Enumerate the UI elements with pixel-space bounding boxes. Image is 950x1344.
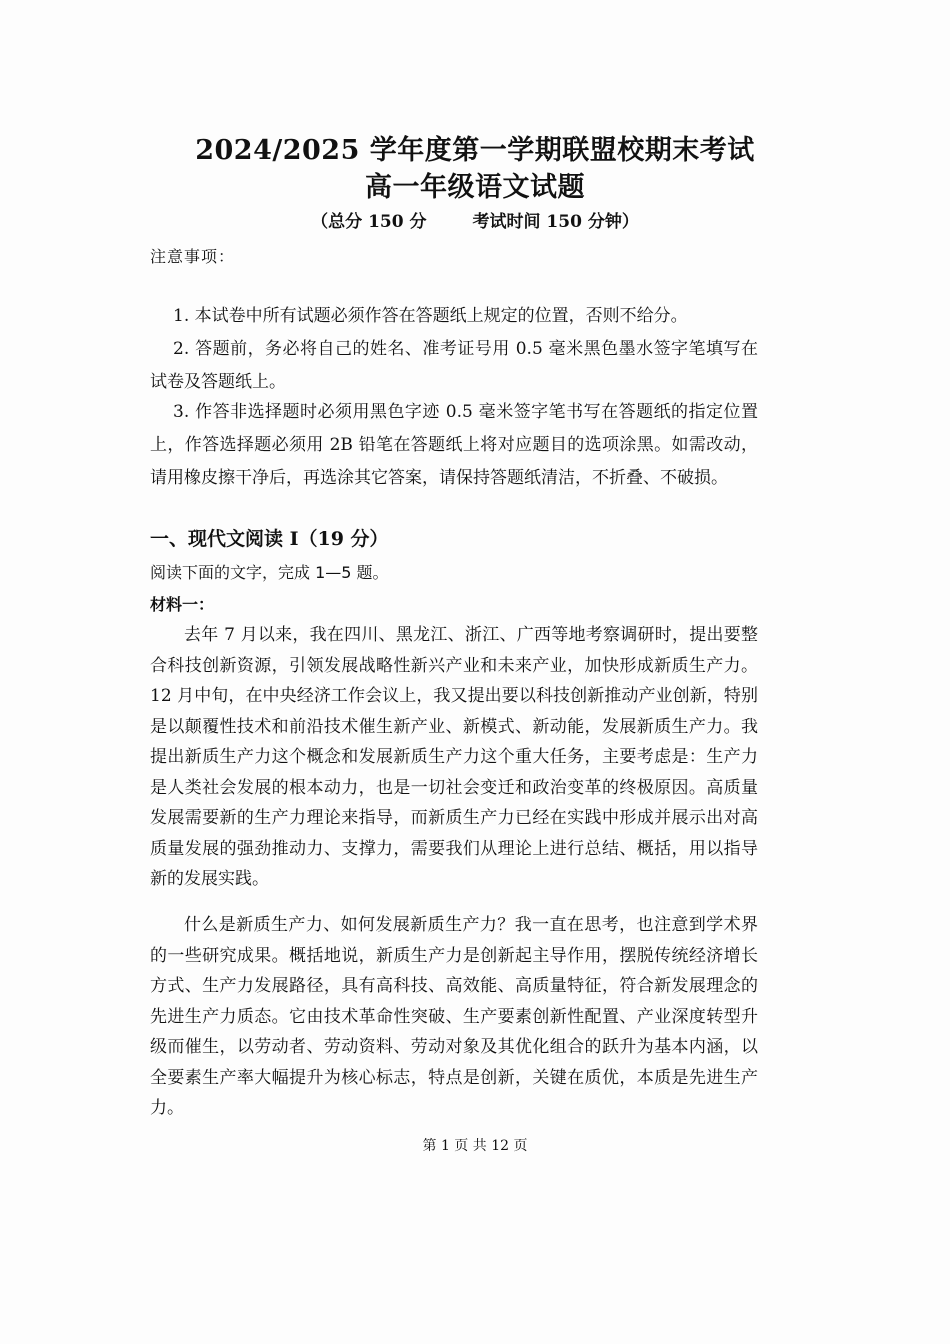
exam-subtitle: 高一年级语文试题 — [365, 172, 585, 203]
reading-instruction: 阅读下面的文字，完成 1—5 题。 — [150, 563, 389, 582]
total-score: （总分 150 分 — [311, 212, 427, 232]
material-paragraph-1: 去年 7 月以来，我在四川、黑龙江、浙江、广西等地考察调研时，提出要整合科技创新资源，引领发展战略性新兴产业和未来产业，加快形成新质生产力。12 月中旬，在中央经济工作会议上，我又提出要以科技创新推动产业创新，特别是以颠覆性技术和前沿技术催生新产业、新模式、新动能，发展新质生产力。我提出新质生产力这个概念和发展新质生产力这个重大任务，主要考虑是：生产力是人类社会发展的根本动力，也是一切社会变迁和政治变革的终极原因。高质量发展需要新的生产力理论来指导，而新质生产力已经在实践中形成并展示出对高质量发展的强劲推动力、支撑力，需要我们从理论上进行总结、概括，用以指导新的发展实践。 — [150, 625, 758, 889]
exam-title: 2024/2025 学年度第一学期联盟校期末考试 — [195, 135, 755, 166]
exam-meta — [0, 210, 950, 234]
material-paragraph-2: 什么是新质生产力、如何发展新质生产力？我一直在思考，也注意到学术界的一些研究成果。概括地说，新质生产力是创新起主导作用，摆脱传统经济增长方式、生产力发展路径，具有高科技、高效能、高质量特征，符合新发展理念的先进生产力质态。它由技术革命性突破、生产要素创新性配置、产业深度转型升级而催生，以劳动者、劳动资料、劳动对象及其优化组合的跃升为基本内涵，以全要素生产率大幅提升为核心标志，特点是创新，关键在质优，本质是先进生产力。 — [150, 915, 758, 1118]
note-item-3: 3. 作答非选择题时必须用黑色字迹 0.5 毫米签字笔书写在答题纸的指定位置上，作答选择题必须用 2B 铅笔在答题纸上将对应题目的选项涂黑。如需改动，请用橡皮擦干净后，再选涂其它答案，请保持答题纸清洁，不折叠、不破损。 — [150, 402, 758, 488]
exam-time: 考试时间 150 分钟） — [472, 212, 639, 232]
page-number: 第 1 页 共 12 页 — [422, 1138, 528, 1154]
note-item-1: 1. 本试卷中所有试题必须作答在答题纸上规定的位置，否则不给分。 — [173, 306, 688, 326]
note-item-2: 2. 答题前，务必将自己的姓名、准考证号用 0.5 毫米黑色墨水签字笔填写在试卷及答题纸上。 — [150, 339, 758, 392]
notes-title: 注意事项： — [150, 247, 236, 266]
material-label: 材料一： — [150, 595, 215, 614]
section-heading: 一、现代文阅读 I（19 分） — [150, 528, 389, 550]
